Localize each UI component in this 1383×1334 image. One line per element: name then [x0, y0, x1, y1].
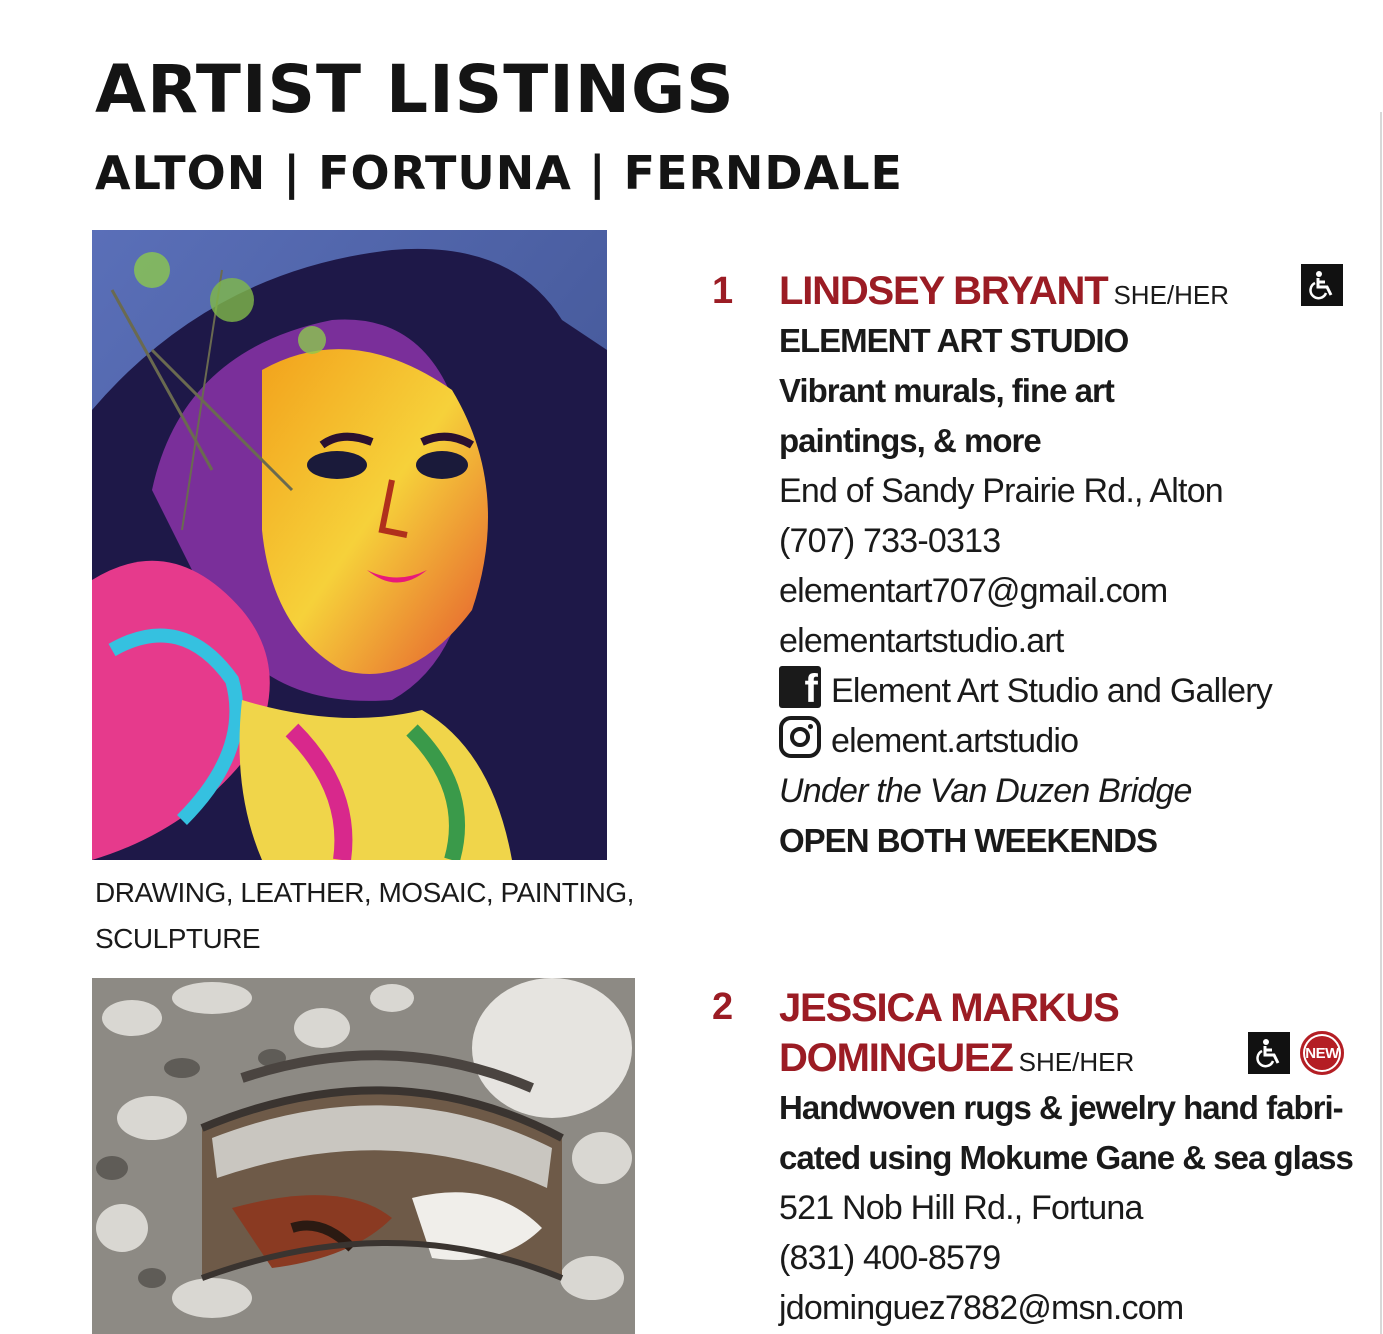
email-link[interactable]: elementart707@gmail.com: [779, 572, 1168, 610]
artwork-photo-mural: [92, 230, 607, 860]
facebook-link[interactable]: [779, 666, 1379, 716]
phone[interactable]: (831) 400-8579: [779, 1239, 1001, 1277]
artist-listing-2: [779, 983, 1379, 1333]
listing-number: 2: [712, 986, 734, 1028]
facebook-handle: Element Art Studio and Gallery: [831, 672, 1272, 710]
website-link[interactable]: elementartstudio.art: [779, 622, 1064, 660]
instagram-handle: element.artstudio: [831, 722, 1079, 760]
instagram-link[interactable]: [779, 716, 1379, 766]
listing-number: 1: [712, 270, 734, 312]
instagram-icon: [779, 716, 821, 758]
address: End of Sandy Prairie Rd., Alton: [779, 472, 1223, 510]
artist-pronouns: SHE/HER: [1113, 280, 1230, 310]
description-line-2: paintings, & more: [779, 422, 1041, 459]
location-note: Under the Van Duzen Bridge: [779, 772, 1192, 810]
facebook-icon: f: [779, 666, 821, 708]
artist-name-line-2: DOMINGUEZ: [779, 1036, 1013, 1080]
artist-name: JESSICA MARKUS: [779, 986, 1119, 1030]
artwork-media-caption: [95, 870, 655, 962]
artwork-photo-ring: [92, 978, 635, 1334]
media-line-2: SCULPTURE: [95, 923, 261, 954]
page-title: ARTIST LISTINGS: [95, 51, 735, 128]
description-line-1: Handwoven rugs & jewelry hand fabri-: [779, 1089, 1343, 1126]
open-hours: OPEN BOTH WEEKENDS: [779, 822, 1158, 859]
description-line-2: cated using Mokume Gane & sea glass: [779, 1139, 1353, 1176]
phone[interactable]: (707) 733-0313: [779, 522, 1001, 560]
artist-pronouns: SHE/HER: [1018, 1047, 1135, 1077]
studio-name: ELEMENT ART STUDIO: [779, 322, 1129, 359]
artist-listing-1: [779, 266, 1379, 866]
description-line-1: Vibrant murals, fine art: [779, 372, 1114, 409]
address: 521 Nob Hill Rd., Fortuna: [779, 1189, 1143, 1227]
email-link[interactable]: jdominguez7882@msn.com: [779, 1289, 1184, 1327]
page-subtitle: ALTON | FORTUNA | FERNDALE: [95, 146, 903, 200]
media-line-1: DRAWING, LEATHER, MOSAIC, PAINTING,: [95, 877, 634, 908]
artist-name: LINDSEY BRYANT: [779, 269, 1108, 313]
page-edge-divider: [1380, 112, 1382, 1334]
new-badge: NEW: [1300, 1031, 1344, 1075]
